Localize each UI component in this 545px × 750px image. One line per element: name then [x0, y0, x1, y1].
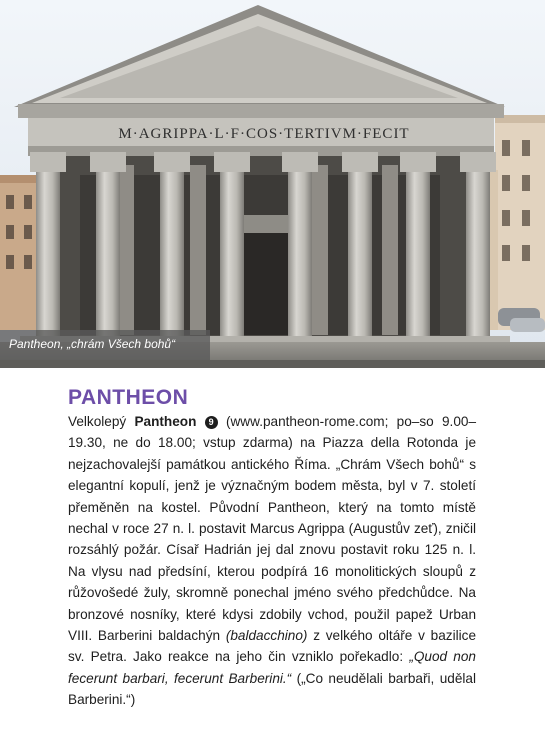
- pantheon-illustration: [0, 0, 545, 368]
- sight-name: Pantheon: [134, 414, 197, 429]
- photo-caption: [0, 330, 210, 360]
- photo-caption-text: Pantheon, „chrám Všech bohů“: [9, 337, 176, 351]
- article-heading: PANTHEON: [68, 386, 189, 409]
- body-intro: Velkolepý: [68, 414, 135, 429]
- body-main: (www.pantheon-rome.com; po–so 9.00–19.30, ne do 18.00; vstup zdarma) na Piazza della Rotonda je nejzachovalejší památkou antického Říma. „Chrám Všech bohů“ s elegantní kopulí, jenž je význačným bodem města, byl v 7. století přeměněn na kostel. Původní Pantheon, který na tomto místě nechal v roce 27 n. l. postavit Marcus Agrippa (Augustův zeť), zničil rozsáhlý požár. Císař Hadrián jej dal znovu postavit roku 125 n. l. Na vlysu nad předsíní, kterou podpírá 16 monolitických sloupů z růžovošedé žuly, skromně ponechal jméno svého předchůdce. Na bronzové nosníky, které kdysi zdobily vchod, použil papež Urban VIII. Barberini baldachýn: [68, 414, 476, 644]
- quote-translation: („Co neudělali barbaři, udělal Barberini.“): [68, 670, 476, 708]
- latin-quote: „Quod non fecerunt barbari, fecerunt Barberini.“: [68, 649, 476, 686]
- frieze-inscription: M·AGRIPPA·L·F·COS·TERTIVM·FECIT: [118, 126, 410, 142]
- body-continued: z velkého oltáře v bazilice sv. Petra. Jako reakce na jeho čin vzniklo pořekadlo:: [68, 628, 477, 665]
- map-marker-badge: 9: [205, 416, 218, 429]
- pantheon-photo: [0, 0, 545, 368]
- article-body: [68, 411, 476, 711]
- italian-term: (baldacchino): [225, 628, 308, 644]
